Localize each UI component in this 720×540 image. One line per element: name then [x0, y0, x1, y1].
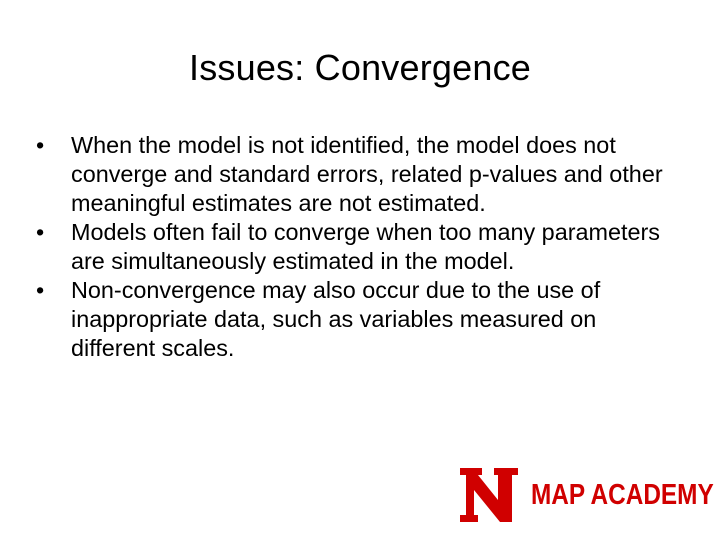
logo-text: MAP ACADEMY	[531, 479, 714, 511]
nebraska-n-icon	[458, 466, 520, 524]
bullet-item	[36, 131, 686, 218]
bullet-item	[36, 276, 686, 363]
bullet-marker: •	[36, 219, 45, 245]
slide-title: Issues: Convergence	[189, 47, 531, 88]
bullet-text: When the model is not identified, the model does not converge and standard errors, related p-values and other meaningful estimates are not estimated.	[71, 132, 663, 216]
bullet-text: Models often fail to converge when too many parameters are simultaneously estimated in the model.	[71, 219, 660, 274]
bullet-list	[36, 131, 686, 363]
bullet-marker: •	[36, 277, 45, 303]
bullet-text: Non-convergence may also occur due to the use of inappropriate data, such as variables measured on different scales.	[71, 277, 601, 361]
bullet-marker: •	[36, 132, 45, 158]
map-academy-logo	[458, 466, 714, 524]
bullet-item	[36, 218, 686, 276]
